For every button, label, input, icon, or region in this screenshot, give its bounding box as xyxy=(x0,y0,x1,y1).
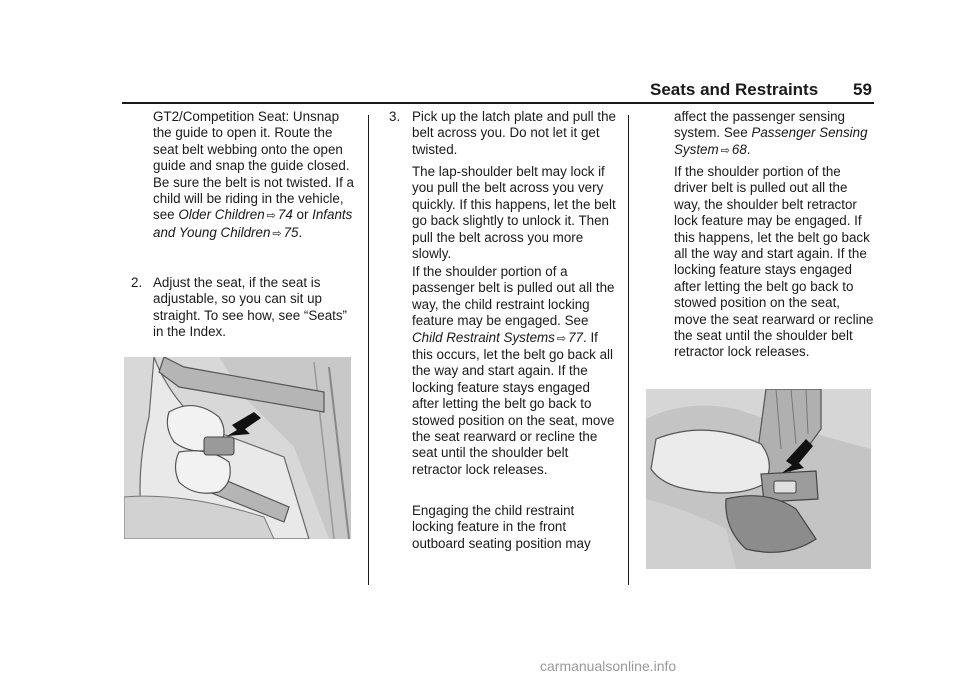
book-reference-icon: ⇨ xyxy=(720,144,730,157)
book-reference-icon: ⇨ xyxy=(556,332,567,345)
step-3-number: 3. xyxy=(389,109,401,124)
page-number: 59 xyxy=(853,80,872,99)
passenger-sensing-paragraph: affect the passenger sensing system. See Passenger Sensing System ⇨ 68. xyxy=(674,109,868,157)
step-2-text: Adjust the seat, if the seat is adjustable, so you can sit up straight. To see how, see “Seats” in the Index. xyxy=(153,275,348,340)
footer-watermark: carmanualsonline.info xyxy=(540,658,677,674)
shoulder-portion-paragraph: If the shoulder portion of a passenger belt is pulled out all the way, the child restraint locking feature may be engaged. See Child Restraint Systems ⇨ 77. If this occurs, let the belt go back all the way and start again. If the locking feature stays engaged after letting the belt go back to stowed position on the seat, move the seat rearward or recline the seat until the shoulder belt retractor lock releases. xyxy=(412,264,615,477)
older-children-link[interactable]: Older Children xyxy=(178,207,265,223)
column-divider-left xyxy=(368,115,369,585)
child-restraint-systems-link[interactable]: Child Restraint Systems xyxy=(412,329,555,345)
belt-buckling-illustration xyxy=(124,357,351,539)
latch-plate-illustration xyxy=(646,389,871,569)
column-divider-right xyxy=(628,115,629,585)
step-2-number: 2. xyxy=(131,275,143,290)
infants-young-children-link[interactable]: Infants and Young Children xyxy=(153,207,353,240)
lap-shoulder-lock-paragraph: The lap-shoulder belt may lock if you pull the belt across you very quickly. If this happens, let the belt go back slightly to unlock it. Then pull the belt across you more slowly. xyxy=(412,164,616,262)
header-rule xyxy=(122,102,874,104)
book-reference-icon: ⇨ xyxy=(266,210,276,223)
gt2-seat-paragraph: GT2/Competition Seat: Unsnap the guide to open it. Route the seat belt webbing onto the open guide and snap the guide closed. Be sure the belt is not twisted. If a child will be riding in the vehicle, see Older Children ⇨ 74 or Infants and Young Children ⇨ 75. xyxy=(153,109,354,240)
passenger-sensing-link[interactable]: Passenger Sensing System xyxy=(674,125,868,157)
step-3-text: Pick up the latch plate and pull the belt across you. Do not let it get twisted. xyxy=(412,109,616,157)
book-reference-icon: ⇨ xyxy=(272,227,282,240)
driver-belt-paragraph: If the shoulder portion of the driver belt is pulled out all the way, the shoulder belt retractor lock feature may be engaged. If this happens, let the belt go back all the way and start again. If the locking feature stays engaged after letting the belt go back to stowed position on the seat, move the seat rearward or recline the seat until the shoulder belt retractor lock releases. xyxy=(674,164,874,360)
section-title: Seats and Restraints xyxy=(650,80,819,99)
engaging-paragraph: Engaging the child restraint locking feature in the front outboard seating position may xyxy=(412,503,591,551)
